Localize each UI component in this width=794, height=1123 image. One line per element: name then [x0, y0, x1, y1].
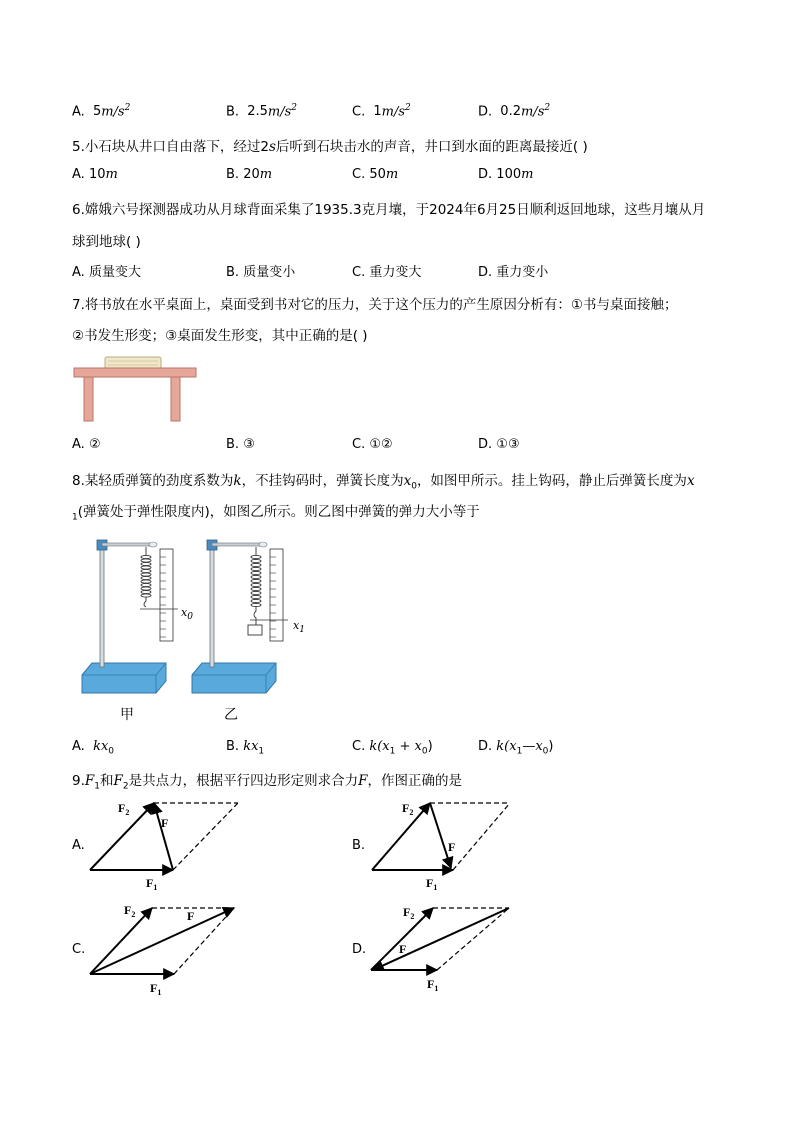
q9-option-b[interactable]: B.: [352, 838, 366, 853]
q5-stem: 5.小石块从井口自由落下，经过2s后听到石块击水的声音，井口到水面的距离最接近( ): [72, 139, 588, 155]
label-f2: $F_2$: [403, 905, 415, 921]
vector-f2: [371, 908, 433, 970]
label-f: F: [187, 909, 195, 923]
label-f: F: [448, 840, 456, 854]
q5-option-a[interactable]: A. 10m: [72, 167, 118, 182]
q5-option-b[interactable]: B. 20m: [226, 167, 273, 182]
q9-option-d[interactable]: D.: [352, 942, 367, 957]
stand-base: [82, 663, 166, 693]
ruler: [160, 549, 173, 641]
q7-stem-line1: 7.将书放在水平桌面上，桌面受到书对它的压力，关于这个压力的产生原因分析有：①书与桌面接触；: [72, 297, 678, 313]
q8-stem-line1: 8.某轻质弹簧的劲度系数为k，不挂钩码时，弹簧长度为$x_0$，如图甲所示。挂上钩码，静止后弹簧长度为x: [72, 473, 695, 492]
q9-diagram-a: [88, 798, 268, 893]
q7-option-d[interactable]: D. ①③: [478, 437, 520, 452]
x0-label: $x_0$: [181, 606, 193, 623]
label-f: F: [399, 942, 407, 956]
book-shape: [105, 357, 161, 369]
q8-option-a[interactable]: A. $kx_0$: [72, 739, 115, 757]
vector-f: [373, 908, 509, 970]
q4-option-b[interactable]: B. $2.5m/s^2$: [226, 103, 298, 120]
label-f2: $F_2$: [402, 801, 414, 817]
q6-option-a[interactable]: A. 质量变大: [72, 265, 141, 280]
table-leg-right: [171, 377, 180, 421]
q6-option-d[interactable]: D. 重力变小: [478, 265, 549, 280]
q9-option-c[interactable]: C.: [72, 942, 86, 957]
q7-option-a[interactable]: A. ②: [72, 437, 101, 452]
q5-option-c[interactable]: C. 50m: [352, 167, 399, 182]
vector-f2: [372, 803, 430, 870]
q7-option-c[interactable]: C. ①②: [352, 437, 393, 452]
q8-option-b[interactable]: B. $kx_1$: [226, 739, 265, 757]
label-f2: $F_2$: [124, 903, 136, 919]
q9-diagram-b: [370, 798, 550, 893]
x1-label: $x_1$: [293, 619, 305, 636]
q4-option-d[interactable]: D. $0.2m/s^2$: [478, 103, 551, 120]
label-f: F: [161, 816, 169, 830]
spring-coil: [141, 547, 151, 607]
q6-option-b[interactable]: B. 质量变小: [226, 265, 296, 280]
q9-diagram-d: [369, 900, 549, 1000]
vector-f: [430, 803, 451, 868]
table-book-figure: [72, 355, 202, 425]
q8-option-d[interactable]: D. $k(x_1—x_0)$: [478, 739, 554, 757]
q9-stem: $9.F_1$和$F_2$是共点力，根据平行四边形定则求合力F，作图正确的是: [72, 773, 462, 792]
hook-weight: [248, 625, 262, 635]
q4-option-a[interactable]: A. $5m/s^2$: [72, 103, 131, 120]
q9-option-a[interactable]: A.: [72, 838, 85, 853]
ruler: [270, 549, 283, 641]
spring-figure-yi: [190, 535, 290, 695]
caption-yi: 乙: [224, 707, 238, 723]
caption-jia: 甲: [120, 707, 134, 723]
spring-figure-jia: [80, 535, 180, 695]
label-f1: $F_1$: [426, 876, 438, 892]
q6-option-c[interactable]: C. 重力变大: [352, 265, 422, 280]
stand-base: [192, 663, 276, 693]
q7-stem-line2: ②书发生形变；③桌面发生形变，其中正确的是( ): [72, 328, 368, 344]
q9-diagram-c: [88, 900, 268, 1000]
stand-rod: [100, 543, 104, 667]
q6-stem-line2: 球到地球( ): [72, 234, 141, 250]
label-f1: $F_1$: [150, 981, 162, 997]
tabletop-shape: [74, 368, 196, 377]
q7-option-b[interactable]: B. ③: [226, 437, 255, 452]
vector-f: [90, 908, 234, 974]
vector-f: [154, 803, 173, 870]
q8-option-c[interactable]: C. $k(x_1 + x_0)$: [352, 739, 433, 757]
spring-coil: [251, 547, 261, 625]
vector-f2: [90, 908, 152, 974]
label-f2: $F_2$: [118, 801, 130, 817]
table-leg-left: [84, 377, 93, 421]
q5-option-d[interactable]: D. 100m: [478, 167, 534, 182]
q4-option-c[interactable]: C. $1m/s^2$: [352, 103, 411, 120]
q6-stem-line1: 6.嫦娥六号探测器成功从月球背面采集了1935.3克月壤，于2024年6月25日顺利返回地球，这些月壤从月: [72, 202, 706, 218]
stand-rod: [210, 543, 214, 667]
q8-stem-line2: $_1$(弹簧处于弹性限度内)，如图乙所示。则乙图中弹簧的弹力大小等于: [72, 504, 480, 523]
label-f1: $F_1$: [146, 876, 158, 892]
label-f1: $F_1$: [427, 977, 439, 993]
